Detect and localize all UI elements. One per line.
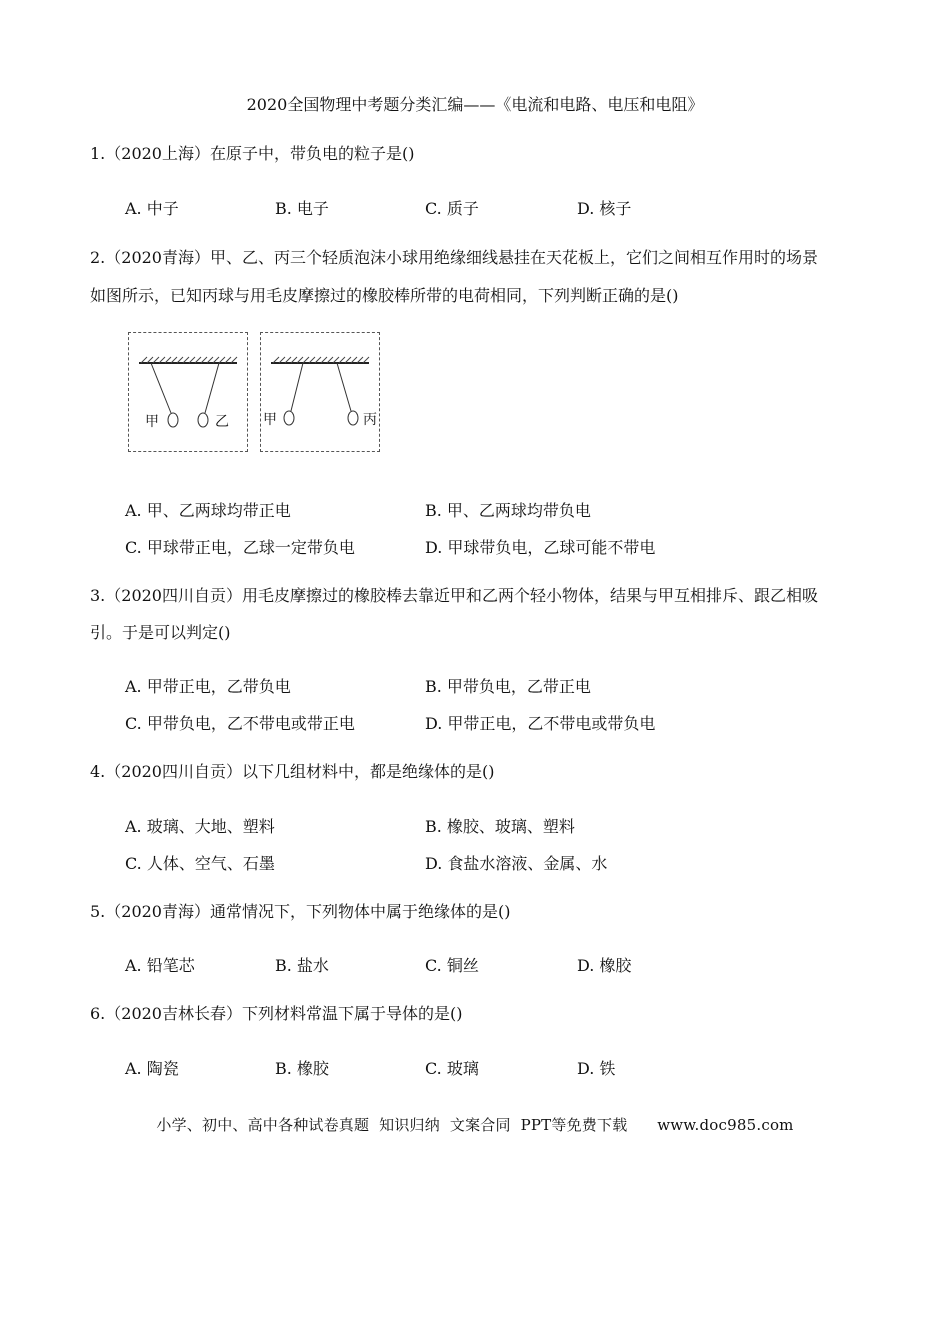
question-6-option-c: C. 玻璃 bbox=[425, 1059, 479, 1078]
question-2-option-a: A. 甲、乙两球均带正电 bbox=[125, 501, 291, 520]
question-2-stem-line-1: 2.（2020青海）甲、乙、丙三个轻质泡沫小球用绝缘细线悬挂在天花板上，它们之间相互作用时的场景 bbox=[90, 248, 818, 267]
question-3-stem-line-2: 引。于是可以判定() bbox=[90, 623, 231, 642]
question-6-option-d: D. 铁 bbox=[577, 1059, 616, 1078]
question-3-option-b: B. 甲带负电，乙带正电 bbox=[425, 677, 591, 696]
question-2-option-c: C. 甲球带正电，乙球一定带负电 bbox=[125, 538, 355, 557]
figure-label-jia-right: 甲 bbox=[263, 412, 277, 428]
question-2-option-b: B. 甲、乙两球均带负电 bbox=[425, 501, 591, 520]
question-6-option-b: B. 橡胶 bbox=[275, 1059, 329, 1078]
question-1-option-d: D. 核子 bbox=[577, 199, 632, 218]
figure-panel-left bbox=[128, 332, 248, 452]
question-6-option-a: A. 陶瓷 bbox=[125, 1059, 179, 1078]
question-4-option-d: D. 食盐水溶液、金属、水 bbox=[425, 854, 608, 873]
question-4-stem: 4.（2020四川自贡）以下几组材料中，都是绝缘体的是() bbox=[90, 762, 495, 781]
question-3-option-a: A. 甲带正电，乙带负电 bbox=[125, 677, 291, 696]
question-2-option-d: D. 甲球带负电，乙球可能不带电 bbox=[425, 538, 656, 557]
figure-label-jia: 甲 bbox=[145, 414, 159, 430]
question-2-stem-line-2: 如图所示，已知丙球与用毛皮摩擦过的橡胶棒所带的电荷相同，下列判断正确的是() bbox=[90, 286, 679, 305]
question-4-option-b: B. 橡胶、玻璃、塑料 bbox=[425, 817, 575, 836]
figure-label-bing: 丙 bbox=[363, 412, 377, 428]
question-5-option-c: C. 铜丝 bbox=[425, 956, 479, 975]
question-1-option-a: A. 中子 bbox=[125, 199, 179, 218]
question-1-stem: 1.（2020上海）在原子中，带负电的粒子是() bbox=[90, 144, 415, 163]
page-title: 2020全国物理中考题分类汇编——《电流和电路、电压和电阻》 bbox=[246, 95, 704, 114]
question-5-option-a: A. 铅笔芯 bbox=[125, 956, 195, 975]
figure-right-drawing bbox=[261, 333, 379, 451]
question-3-stem-line-1: 3.（2020四川自贡）用毛皮摩擦过的橡胶棒去靠近甲和乙两个轻小物体，结果与甲互相排斥、跟乙相吸 bbox=[90, 586, 818, 605]
question-5-option-b: B. 盐水 bbox=[275, 956, 329, 975]
question-6-stem: 6.（2020吉林长春）下列材料常温下属于导体的是() bbox=[90, 1004, 463, 1023]
question-3-option-c: C. 甲带负电，乙不带电或带正电 bbox=[125, 714, 355, 733]
question-4-option-c: C. 人体、空气、石墨 bbox=[125, 854, 275, 873]
question-1-option-c: C. 质子 bbox=[425, 199, 479, 218]
question-5-option-d: D. 橡胶 bbox=[577, 956, 632, 975]
question-5-stem: 5.（2020青海）通常情况下，下列物体中属于绝缘体的是() bbox=[90, 902, 511, 921]
question-3-option-d: D. 甲带正电，乙不带电或带负电 bbox=[425, 714, 656, 733]
page-footer: 小学、初中、高中各种试卷真题 知识归纳 文案合同 PPT等免费下载 www.doc985.com bbox=[156, 1116, 794, 1134]
figure-panel-right bbox=[260, 332, 380, 452]
question-1-option-b: B. 电子 bbox=[275, 199, 329, 218]
figure-label-yi: 乙 bbox=[215, 414, 229, 430]
figure-left-drawing bbox=[129, 333, 247, 451]
question-4-option-a: A. 玻璃、大地、塑料 bbox=[125, 817, 275, 836]
